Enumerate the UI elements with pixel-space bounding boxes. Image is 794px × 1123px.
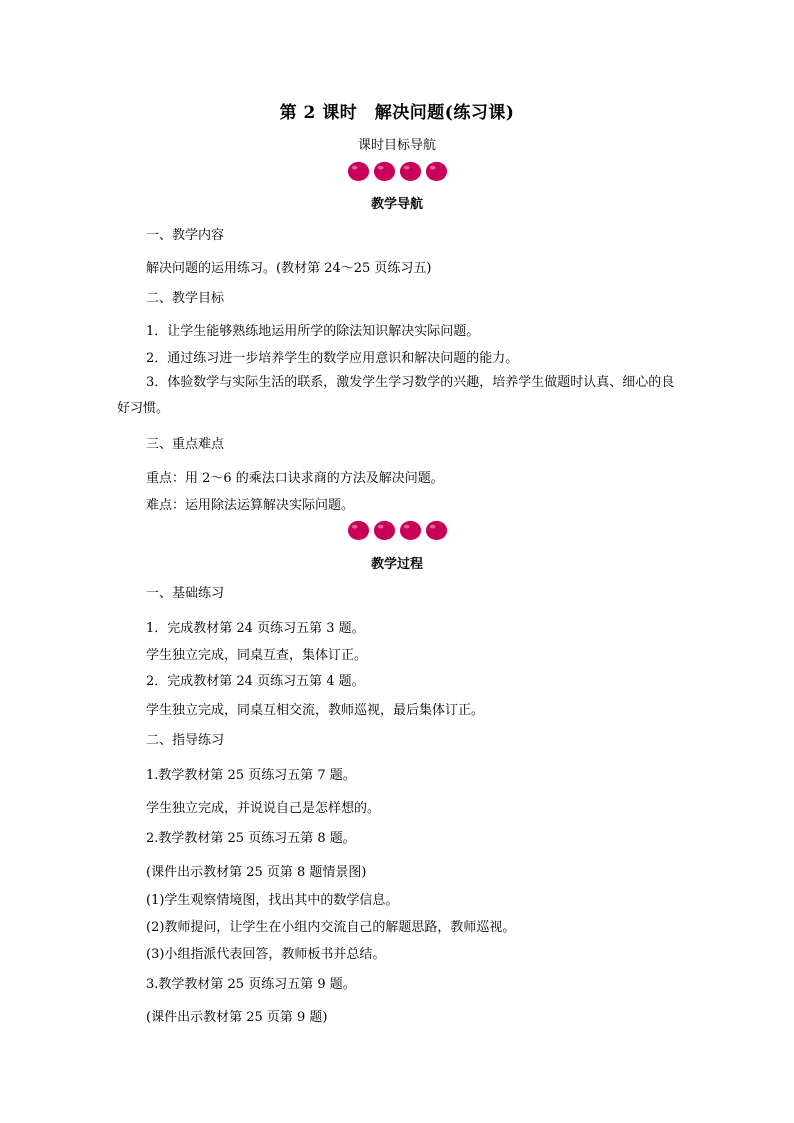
apple-icon [347, 159, 370, 182]
exercise-item: 1.教学教材第 25 页练习五第 7 题。 [146, 768, 356, 783]
exercise-item: 1．完成教材第 24 页练习五第 3 题。 [146, 621, 365, 636]
section-heading-process: 教学过程 [370, 557, 423, 572]
goals-heading: 二、教学目标 [146, 291, 225, 306]
goal-item: 3．体验数学与实际生活的联系，激发学生学习数学的兴趣，培养学生做题时认真、细心的良好习惯。 [117, 375, 675, 416]
exercise-note: (课件出示教材第 25 页第 8 题情景图) [146, 865, 367, 880]
apple-icon [425, 159, 448, 182]
goal-item: 2．通过练习进一步培养学生的数学应用意识和解决问题的能力。 [146, 351, 519, 366]
guided-heading: 二、指导练习 [146, 733, 225, 748]
content-heading: 一、教学内容 [146, 228, 225, 243]
exercise-note: 学生独立完成，并说说自己是怎样想的。 [146, 801, 381, 816]
exercise-item: 3.教学教材第 25 页练习五第 9 题。 [146, 977, 356, 992]
apple-icon [425, 518, 448, 541]
apple-decoration-bottom [0, 518, 794, 541]
apple-decoration-top [0, 159, 794, 182]
apple-icon [373, 518, 396, 541]
exercise-note: 学生独立完成，同桌互查，集体订正。 [146, 648, 368, 663]
section-heading-nav: 教学导航 [370, 197, 423, 212]
apple-icon [399, 159, 422, 182]
basic-heading: 一、基础练习 [146, 586, 225, 601]
apple-icon [373, 159, 396, 182]
lesson-title: 第 2 课时 解决问题(练习课) [279, 103, 515, 123]
exercise-note: (课件出示教材第 25 页第 9 题) [146, 1010, 328, 1025]
difficult-point: 难点：运用除法运算解决实际问题。 [146, 498, 355, 513]
exercise-step: (3)小组指派代表回答，教师板书并总结。 [146, 947, 386, 962]
goal-item: 1．让学生能够熟练地运用所学的除法知识解决实际问题。 [146, 324, 480, 339]
key-point: 重点：用 2～6 的乘法口诀求商的方法及解决问题。 [146, 471, 444, 486]
apple-icon [347, 518, 370, 541]
exercise-note: 学生独立完成，同桌互相交流，教师巡视，最后集体订正。 [146, 703, 485, 718]
exercise-step: (2)教师提问，让学生在小组内交流自己的解题思路，教师巡视。 [146, 920, 516, 935]
exercise-item: 2.教学教材第 25 页练习五第 8 题。 [146, 831, 356, 846]
apple-icon [399, 518, 422, 541]
key-heading: 三、重点难点 [146, 437, 225, 452]
exercise-step: (1)学生观察情境图，找出其中的数学信息。 [146, 893, 399, 908]
exercise-item: 2．完成教材第 24 页练习五第 4 题。 [146, 674, 365, 689]
content-text: 解决问题的运用练习。(教材第 24～25 页练习五) [146, 261, 432, 276]
lesson-subtitle: 课时目标导航 [357, 138, 436, 153]
